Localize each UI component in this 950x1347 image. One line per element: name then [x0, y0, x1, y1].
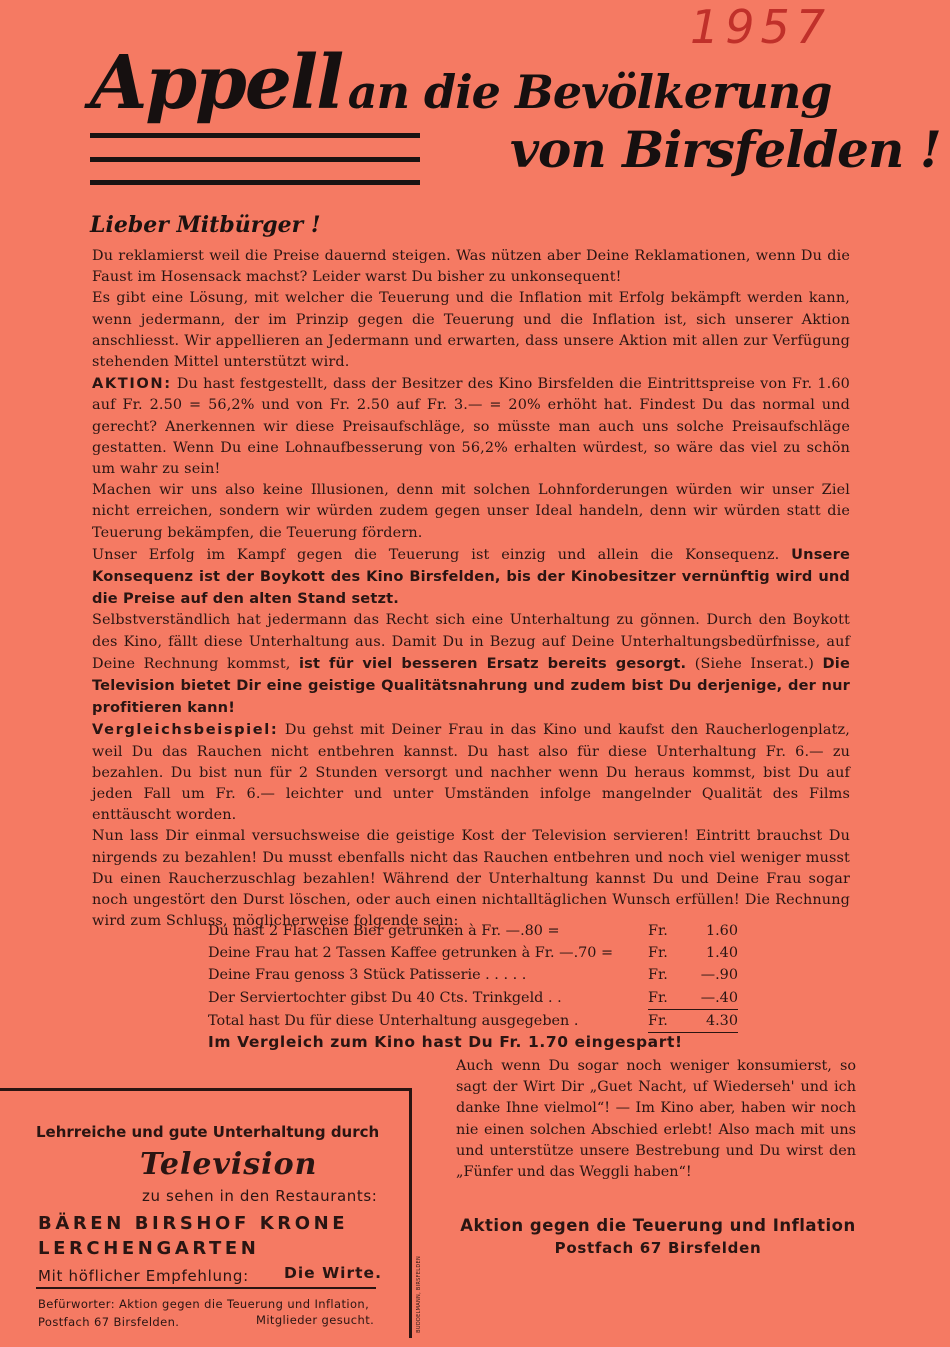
closing-text: Auch wenn Du sogar noch weniger konsumierst, so sagt der Wirt Dir „Guet Nacht, uf Wiederseh' und ich danke Ihne vielmol“! — Im Kino aber, haben wir noch nie einen solchen Abschied erlebt! Also mach mit uns und unterstütze unsere Bestrebung und Du wirst den „Fünfer und das Weggli haben“! — [456, 1058, 856, 1181]
signature — [458, 1216, 858, 1257]
bill-row — [208, 942, 738, 964]
p6-bold: ist für viel besseren Ersatz bereits gesorgt. — [298, 654, 687, 672]
bill-label: Du hast 2 Flaschen Bier getrunken à Fr. —.80 = — [208, 923, 560, 939]
ad-intro: Lehrreiche und gute Unterhaltung durch — [36, 1123, 380, 1141]
ad-restaurants-line1: BÄREN BIRSHOF KRONE — [38, 1213, 349, 1234]
keyword-aktion: AKTION: — [92, 375, 172, 393]
ad-title: Television — [140, 1147, 318, 1182]
bill-label: Deine Frau genoss 3 Stück Patisserie . . . . . — [208, 967, 527, 984]
ad-restaurants-line2: LERCHENGARTEN — [38, 1238, 260, 1259]
bill-list — [208, 920, 738, 1033]
ad-subtitle: zu sehen in den Restaurants: — [142, 1187, 378, 1205]
signature-address: Postfach 67 Birsfelden — [554, 1239, 762, 1257]
bill-currency: Fr. — [648, 967, 668, 984]
printer-imprint: BUDDELMANN, BIRSFELDEN — [416, 1256, 422, 1333]
savings-statement: Im Vergleich zum Kino hast Du Fr. 1.70 eingespart! — [208, 1033, 683, 1051]
headline-an-die-bevoelkerung: an die Bevölkerung — [347, 65, 832, 119]
p5-bold: Unsere Konsequenz ist der Boykott des Kino Birsfelden, bis der Kinobesitzer vernünftig wird und die Preise auf den alten Stand setzt. — [92, 545, 850, 608]
paragraph-6 — [92, 610, 850, 719]
bill-total-currency: Fr. — [648, 1010, 688, 1033]
bill-currency: Fr. — [648, 945, 668, 962]
keyword-vergleichsbeispiel: Vergleichsbeispiel: — [92, 721, 279, 739]
salutation: Lieber Mitbürger ! — [90, 212, 321, 238]
ad-footer-line2: Postfach 67 Birsfelden. — [38, 1315, 180, 1329]
bill-amount: —.90 — [700, 967, 738, 984]
headline-line2: von Birsfelden ! — [510, 120, 941, 179]
headline-rule-3 — [90, 180, 420, 185]
bill-total-label: Total hast Du für diese Unterhaltung ausgegeben . — [208, 1012, 579, 1029]
bill-amount: 1.40 — [705, 945, 738, 962]
closing-paragraph — [456, 1056, 856, 1183]
paragraph-vergleich — [92, 719, 850, 826]
headline-rule-1 — [90, 133, 420, 138]
aktion-text: Du hast festgestellt, dass der Besitzer des Kino Birsfelden die Eintrittspreise von Fr. 1.60 auf Fr. 2.50 = 56,2% und von Fr. 2.50 auf Fr. 3.— = 20% erhöht hat. Findest Du das normal und gerecht? Anerkennen wir diese Preisaufschläge, so müsste man auch uns solche Preisaufschläge gestatten. Wenn Du eine Lohnaufbesserung von 56,2% erhalten würdest, so wäre das viel zu schön um wahr zu sein! — [92, 376, 850, 478]
p6-tail: (Siehe Inserat.) — [686, 655, 823, 672]
ad-divider — [36, 1287, 376, 1289]
bill-label: Der Serviertochter gibst Du 40 Cts. Trinkgeld . . — [208, 989, 562, 1006]
bill-row — [208, 964, 738, 986]
ad-hosts: Die Wirte. — [284, 1264, 382, 1282]
letter-body — [92, 246, 850, 933]
ad-restaurants — [38, 1211, 348, 1261]
p6-bold-2: Die Television bietet Dir eine geistige Qualitätsnahrung und zudem bist Du derjenige, der nur profitieren kann! — [92, 654, 850, 717]
paragraph-5 — [92, 544, 850, 611]
year-annotation: 1957 — [690, 0, 832, 54]
bill-label: Deine Frau hat 2 Tassen Kaffee getrunken à Fr. —.70 = — [208, 945, 614, 962]
bill-currency: Fr. — [648, 923, 668, 939]
television-advertisement — [0, 1088, 412, 1338]
vergleich-text: Du gehst mit Deiner Frau in das Kino und kaufst den Raucherlogenplatz, weil Du das Rauchen nicht entbehren kannst. Du hast also für diese Unterhaltung Fr. 6.— zu bezahlen. Du bist nun für 2 Stunden versorgt und nachher wenn Du heraus kommst, bist Du auf jeden Fall um Fr. 6.— leichter und unter Umständen infolge mangelnder Qualität des Films enttäuscht worden. — [92, 722, 850, 824]
ad-footer-line1: Befürworter: Aktion gegen die Teuerung und Inflation, — [38, 1297, 370, 1311]
ad-members-wanted: Mitglieder gesucht. — [256, 1313, 375, 1327]
bill-amount: —.40 — [688, 987, 738, 1010]
headline-line1 — [90, 40, 831, 126]
bill-amount: 1.60 — [705, 923, 738, 939]
paragraph-1: Du reklamierst weil die Preise dauernd steigen. Was nützen aber Deine Reklamationen, wenn Du die Faust im Hosensack machst? Leider warst Du bisher zu unkonsequent! — [92, 248, 850, 286]
paragraph-2: Es gibt eine Lösung, mit welcher die Teuerung und die Inflation mit Erfolg bekämpft werden kann, wenn jedermann, der im Prinzip gegen die Teuerung und die Inflation ist, sich unserer Aktion anschliesst. Wir appellieren an Jedermann und erwarten, dass unsere Aktion mit allen zur Verfügung stehenden Mittel unterstützt wird. — [92, 290, 850, 371]
p5-text: Unser Erfolg im Kampf gegen die Teuerung ist einzig und allein die Konsequenz. — [92, 546, 792, 563]
bill-currency: Fr. — [648, 987, 688, 1010]
paragraph-4: Machen wir uns also keine Illusionen, denn mit solchen Lohnforderungen würden wir unser Ziel nicht erreichen, sondern wir würden zudem gegen unser Ideal handeln, denn wir würden statt die Teuerung bekämpfen, die Teuerung fördern. — [92, 482, 850, 541]
headline-rule-2 — [90, 157, 420, 162]
ad-recommendation: Mit höflicher Empfehlung: — [38, 1267, 249, 1285]
bill-row — [208, 920, 738, 942]
bill-row — [208, 987, 738, 1010]
bill-total-amount: 4.30 — [688, 1010, 738, 1033]
signature-organisation: Aktion gegen die Teuerung und Inflation — [460, 1216, 856, 1235]
headline-appell: Appell — [90, 40, 343, 126]
paragraph-8: Nun lass Dir einmal versuchsweise die geistige Kost der Television servieren! Eintritt brauchst Du nirgends zu bezahlen! Du musst ebenfalls nicht das Rauchen entbehren und noch viel weniger musst Du einen Raucherzuschlag bezahlen! Während der Unterhaltung kannst Du und Deine Frau sogar noch ungestört den Durst löschen, oder auch einen nichtalltäglichen Wunsch erfüllen! Die Rechnung wird zum Schluss, möglicherweise folgende sein: — [92, 828, 850, 930]
p6-text: Selbstverständlich hat jedermann das Recht sich eine Unterhaltung zu gönnen. Durch den Boykott des Kino, fällt diese Unterhaltung aus. Damit Du in Bezug auf Deine Unterhaltungsbedürfnisse, auf Deine Rechnung kommst, — [92, 612, 850, 672]
bill-total-row — [208, 1010, 738, 1033]
paragraph-aktion — [92, 373, 850, 480]
